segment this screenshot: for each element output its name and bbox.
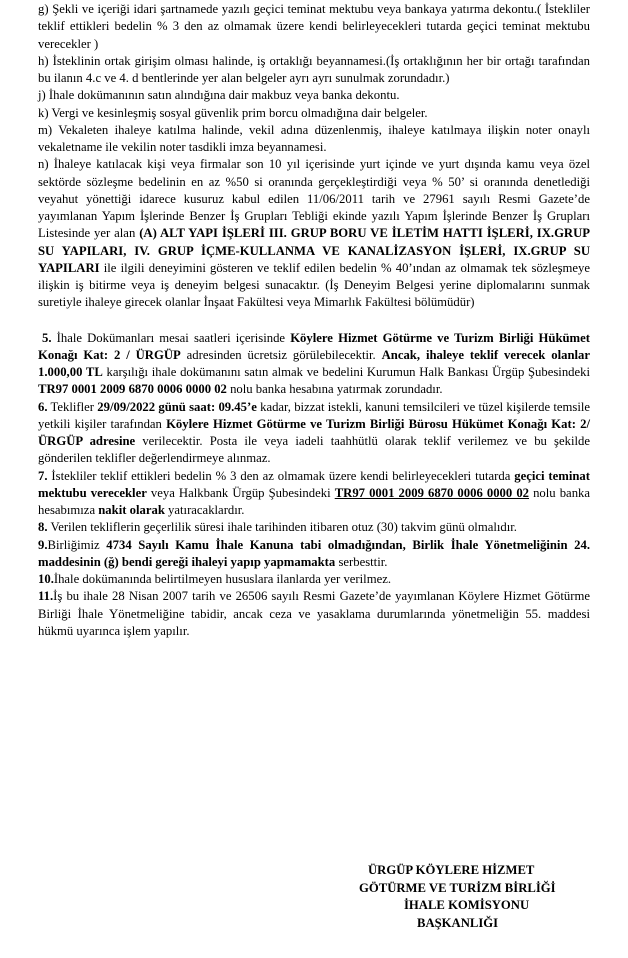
list-item-m: m) Vekaleten ihaleye katılma halinde, vekil adına düzenlenmiş, ihaleye katılmaya ilişkin noter onaylı vekaletname ile vekilin noter tasdikli imza beyannamesi. [38,122,590,154]
section-7 [38,468,590,520]
section-9-number: 9. [38,537,48,552]
section-6-address: Köylere Hizmet Götürme ve Turizm Birliği Bürosu Hükümet Konağı Kat: 2/ÜRGÜP [38,416,590,448]
section-6-adresine: adresine [82,434,136,448]
section-8 [38,519,590,536]
section-6-deadline: 29/09/2022 günü saat: 09.45’e [97,399,257,414]
list-item-n [38,156,590,311]
section-6 [38,399,590,468]
section-5-text-g: nolu banka hesabına yatırmak zorundadır. [226,382,443,397]
signature-block [0,862,628,932]
section-10 [38,571,590,588]
section-11 [38,588,590,640]
section-11-number: 11. [38,589,54,604]
section-7-text-e: nolu banka hesabımıza [38,485,591,517]
section-10-text: İhale dokümanında belirtilmeyen hususlara ilanlarda yer verilmez. [53,572,392,586]
section-5-text-a: İhale Dokümanları mesai saatleri içerisinde [51,330,291,345]
section-9-bold: 4734 Sayılı Kamu İhale Kanuna tabi olmadığından, Birlik İhale Yönetmeliğinin 24. maddesinin (ğ) bendi gereği ihaleyi yapıp yapmamakta [38,537,590,569]
section-5-text-c: adresinden ücretsiz görülebilecektir. [180,347,382,362]
section-7-iban: TR97 0001 2009 6870 0006 0000 02 [334,485,530,500]
signature-line-2: GÖTÜRME VE TURİZM BİRLİĞİ [359,880,556,895]
section-5 [38,330,590,399]
section-6-text-c: kadar, bizzat istekli, kanuni temsilcileri ve tüzel kişilerde temsile yetkili kişiler tarafından [38,399,591,431]
document-body [38,1,590,640]
section-6-number: 6. [38,399,48,414]
section-8-text: Verilen tekliflerin geçerlilik süresi ihale tarihinden itibaren otuz (30) takvim günü olmalıdır. [47,520,517,535]
section-7-text-c: veya Halkbank Ürgüp Şubesindeki [146,485,335,500]
section-7-text-a: İstekliler teklif ettikleri bedelin % 3 den az olmamak üzere kendi belirleyecekleri tutarda [47,468,515,483]
section-5-number: 5. [42,330,52,345]
section-6-text-a: Teklifler [47,399,98,414]
section-5-text-e: karşılığı ihale dokümanını satın almak ve bedelini Kurumun Halk Bankası Ürgüp Şubesindeki [102,365,591,379]
list-item-h: h) İsteklinin ortak girişim olması halinde, iş ortaklığı beyannamesi.(İş ortaklığının her bir ortağı tarafından bu ilanın 4.c ve 4. d bentlerinde yer alan belgeler ayrı ayrı sunulmak zorundadır.) [38,53,590,85]
signature-line-3: İHALE KOMİSYONU [404,898,530,912]
list-item-n-bold: (A) ALT YAPI İŞLERİ III. GRUP BORU VE İLETİM HATTI İŞLERİ, IX.GRUP SU YAPILARI, IV. GRUP İÇME-KULLANMA VE KANALİZASYON İŞLERİ, IX.GRUP SU YAPILARI [38,226,591,275]
section-7-text-g: yatıracaklardır. [164,503,245,517]
section-5-iban: TR97 0001 2009 6870 0006 0000 02 [38,382,227,397]
section-7-number: 7. [38,468,48,483]
signature-line-4: BAŞKANLIĞI [417,915,499,930]
section-5-fee: Ancak, ihaleye teklif verecek olanlar 1.000,00 TL [38,347,591,379]
section-7-cash: nakit olarak [98,503,165,517]
section-7-guarantee: geçici teminat mektubu verecekler [38,468,590,500]
list-item-j: j) İhale dokümanının satın alındığına dair makbuz veya banka dekontu. [38,88,400,103]
section-9 [38,537,590,572]
section-11-text: İş bu ihale 28 Nisan 2007 tarih ve 26506 sayılı Resmi Gazete’de yayımlanan Köylere Hizmet Götürme Birliği İhale Yönetmeliğine tabidir, ancak ceza ve yasaklama durumlarında yönetmeliğin 55. maddesi hükmü uyarınca işlem yapılır. [38,589,590,638]
section-9-text-c: serbesttir. [335,554,388,569]
section-9-text-a: Birliğimiz [47,537,107,552]
list-item-n-text-1: n) İhaleye katılacak kişi veya firmalar son 10 yıl içerisinde yurt içinde ve yurt dışında kamu veya özel sektörde sözleşme bedelinin en az %50 si oranında gerçekleştirdiği veya % 50’ si oranında denetlediği veyahut yönettiği idarece kusuruz kabul edilen 11/06/2011 tarih ve 27961 sayılı Resmi Gazete’de yayımlanan Yapım İşlerinde Benzer İş Grupları Tebliği ekinde yazılı Yapım İşlerinde Benzer İş Grupları Listesinde yer alan [38,157,590,241]
list-item-k: k) Vergi ve kesinleşmiş sosyal güvenlik prim borcu olmadığına dair belgeler. [38,105,428,120]
signature-line-1: ÜRGÜP KÖYLERE HİZMET [368,863,535,877]
list-item-n-text-2: ile ilgili deneyimini gösteren ve teklif edilen bedelin % 40’ından az olmamak tek sözleşmeye ilişkin iş bitirme veya iş deneyim belgesi sunacaktır. (İş Deneyim Belgesi yerine diplomalarını sunmak suretiyle ihaleye girecek olanlar İnşaat Fakültesi veya Mimarlık Fakültesi bölümüdür) [38,260,590,310]
section-10-number: 10. [38,572,54,586]
list-item-g: g) Şekli ve içeriği idari şartnamede yazılı geçici teminat mektubu veya bankaya yatırma dekontu.( İstekliler teklif ettikleri bedelin % 3 den az olmamak üzere kendi belirleyecekleri tutarda geçici teminat mektubu verecekler ) [38,2,590,51]
section-8-number: 8. [38,520,48,535]
section-6-text-f: verilecektir. Posta ile veya iadeli taahhütlü olarak teklif verilemez ve bu şekilde gönderilen teklifler değerlendirmeye alınmaz. [38,434,590,466]
section-5-address: Köylere Hizmet Götürme ve Turizm Birliği Hükümet Konağı Kat: 2 / ÜRGÜP [38,330,590,362]
